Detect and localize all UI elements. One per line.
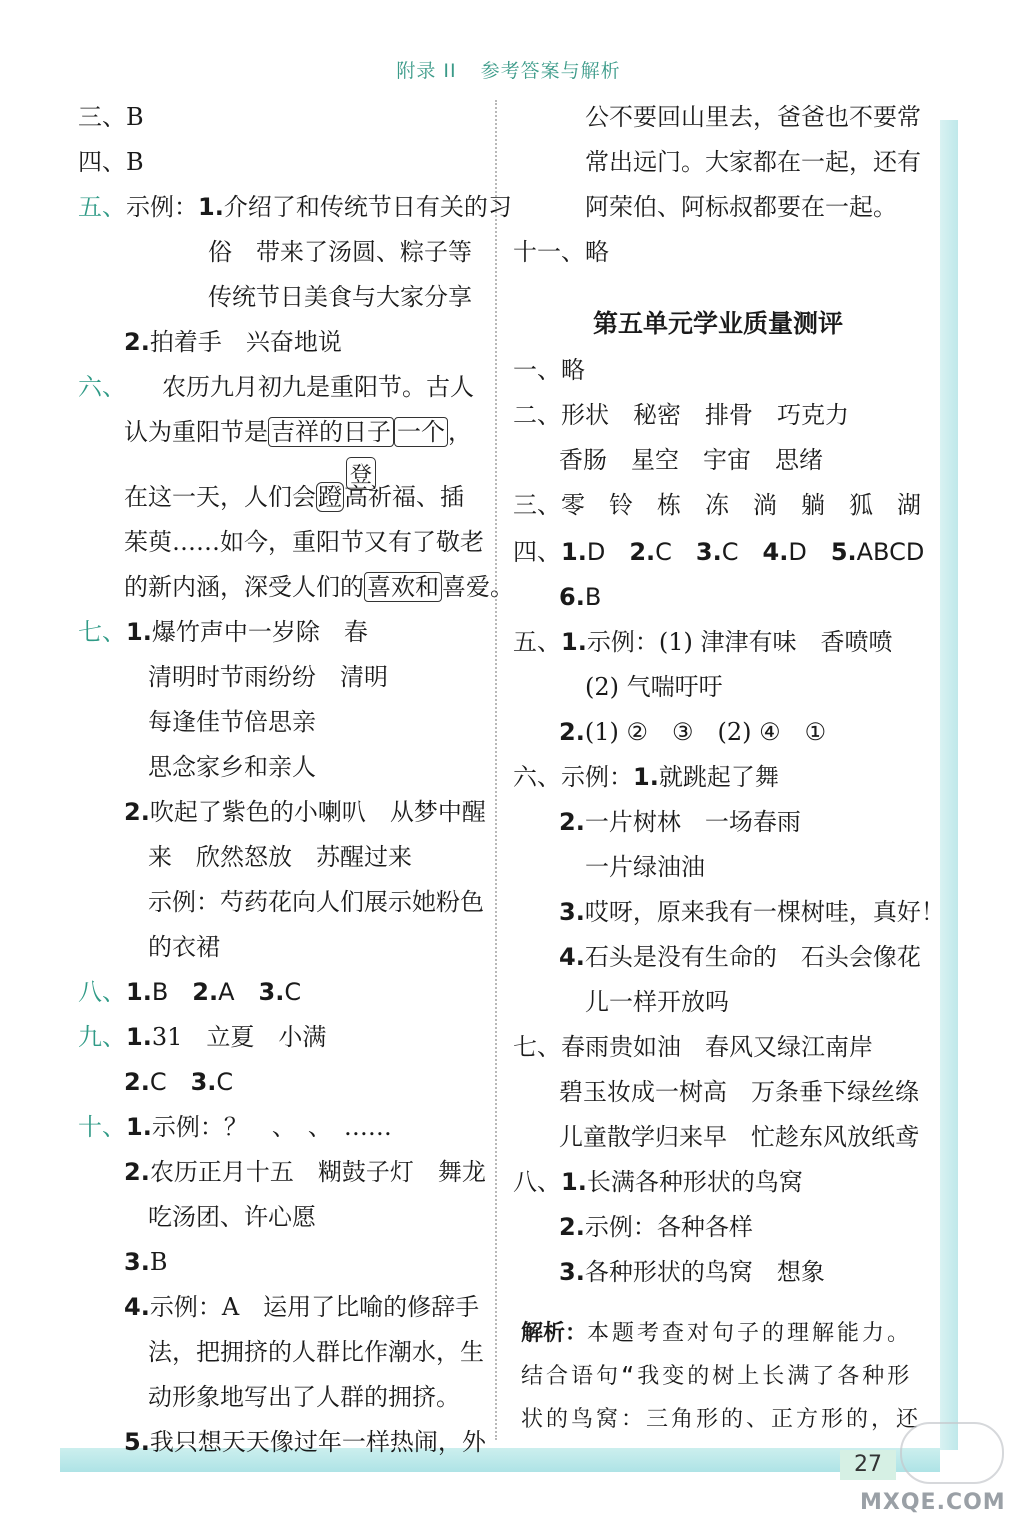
correction-box: 一个 (394, 417, 448, 447)
running-header (0, 56, 1017, 83)
answer-line: 二、形状 秘密 排骨 巧克力 (513, 401, 849, 429)
answer-line: 七、春雨贵如油 春风又绿江南岸 (513, 1033, 873, 1061)
answer-line: 清明时节雨纷纷 清明 (148, 663, 388, 691)
answer-line: 3.各种形状的鸟窝 想象 (559, 1258, 825, 1286)
answer-line: 一、略 (513, 356, 585, 384)
answer-line: 思念家乡和亲人 (148, 753, 316, 781)
header-title: 参考答案与解析 (480, 60, 621, 82)
answer-line: 2.农历正月十五 糊鼓子灯 舞龙 (124, 1158, 486, 1186)
correction-box: 蹬 (318, 483, 342, 511)
answer-line: 法，把拥挤的人群比作潮水，生 (148, 1338, 484, 1366)
answer-line: 传统节日美食与大家分享 (208, 283, 472, 311)
answer-line: 3.哎呀，原来我有一棵树哇，真好！ (559, 898, 945, 926)
answer-line: 十一、略 (513, 238, 609, 266)
answer-line: 儿一样开放吗 (585, 988, 729, 1016)
answer-line: 常出远门。大家都在一起，还有 (585, 148, 921, 176)
answer-line: 四、1.D 2.C 3.C 4.D 5.ABCD (513, 538, 925, 566)
answer-line: 儿童散学归来早 忙趁东风放纸鸢 (559, 1123, 919, 1151)
answer-line: 示例：芍药花向人们展示她粉色 (148, 888, 484, 916)
insert-correction: 登 (346, 457, 376, 490)
answer-line: 3.B (124, 1248, 168, 1276)
section-title: 第五单元学业质量测评 (592, 309, 843, 338)
answer-line: 香肠 星空 宇宙 思绪 (559, 446, 823, 474)
answer-line: 阿荣伯、阿标叔都要在一起。 (585, 193, 897, 221)
explanation-line: 结合语句“我变的树上长满了各种形 (521, 1364, 913, 1389)
answer-line: 六、示例：1.就跳起了舞 (513, 763, 779, 791)
explanation-line: 状的鸟窝：三角形的、正方形的，还 (521, 1407, 922, 1432)
answer-line: 三、B (78, 103, 144, 131)
watermark-text: MXQE.COM (860, 1490, 1006, 1515)
answer-line: 八、1.B 2.A 3.C (78, 978, 302, 1006)
answer-line: 俗 带来了汤圆、粽子等 (208, 238, 472, 266)
answer-line: 5.我只想天天像过年一样热闹，外 (124, 1428, 486, 1456)
answer-line: 九、1.31 立夏 小满 (78, 1023, 327, 1051)
header-appendix: 附录 II (396, 60, 457, 82)
watermark-logo (900, 1422, 1004, 1484)
answer-line: 的新内涵，深受人们的 喜欢和 喜爱。 (124, 573, 514, 601)
answer-line: 三、零 铃 栋 冻 淌 躺 狐 湖 (513, 491, 921, 519)
answer-line: 六、 农历九月初九是重阳节。古人 (78, 373, 474, 401)
answer-line: 五、示例：1.介绍了和传统节日有关的习 (78, 193, 512, 221)
page-number: 27 (840, 1450, 896, 1480)
answer-line: 四、B (78, 148, 144, 176)
answer-line: 吃汤团、许心愿 (148, 1203, 316, 1231)
answer-line: 动形象地写出了人群的拥挤。 (148, 1383, 460, 1411)
answer-line: 6.B (559, 583, 602, 611)
answer-line: 八、1.长满各种形状的鸟窝 (513, 1168, 803, 1196)
answer-line: 七、1.爆竹声中一岁除 春 (78, 618, 368, 646)
answer-line: 在这一天，人们会蹬高祈福、插 (124, 483, 464, 511)
answer-line: 2.吹起了紫色的小喇叭 从梦中醒 (124, 798, 486, 826)
correction-box: 喜欢和 (364, 572, 442, 602)
answer-line: 碧玉妆成一树高 万条垂下绿丝绦 (559, 1078, 919, 1106)
answer-line: 4.示例：A 运用了比喻的修辞手 (124, 1293, 480, 1321)
answer-line: 茱萸……如今，重阳节又有了敬老 (124, 528, 484, 556)
answer-line: 4.石头是没有生命的 石头会像花 (559, 943, 921, 971)
decorative-side-band (940, 120, 958, 1450)
answer-line: 2.拍着手 兴奋地说 (124, 328, 342, 356)
answer-line: 2.示例：各种各样 (559, 1213, 753, 1241)
column-divider (495, 100, 497, 1440)
answer-line: 一片绿油油 (585, 853, 705, 881)
answer-line: 五、1.示例：(1) 津津有味 香喷喷 (513, 628, 893, 656)
answer-line: 每逢佳节倍思亲 (148, 708, 316, 736)
answer-line: 十、1.示例：？ 、 、 …… (78, 1113, 392, 1141)
answer-line: 公不要回山里去，爸爸也不要常 (585, 103, 921, 131)
answer-line: (2) 气喘吁吁 (585, 673, 723, 701)
answer-line: 2.一片树林 一场春雨 (559, 808, 801, 836)
answer-line: 认为重阳节是 吉祥的日子 一个 ， (124, 418, 472, 446)
answer-line: 2.C 3.C (124, 1068, 234, 1096)
answer-line: 的衣裙 (148, 933, 220, 961)
explanation-line: 解析：本题考查对句子的理解能力。 (521, 1321, 913, 1346)
answer-line: 来 欣然怒放 苏醒过来 (148, 843, 412, 871)
correction-box: 吉祥的日子 (268, 417, 394, 447)
answer-line: 2.(1) ② ③ (2) ④ ① (559, 718, 827, 746)
